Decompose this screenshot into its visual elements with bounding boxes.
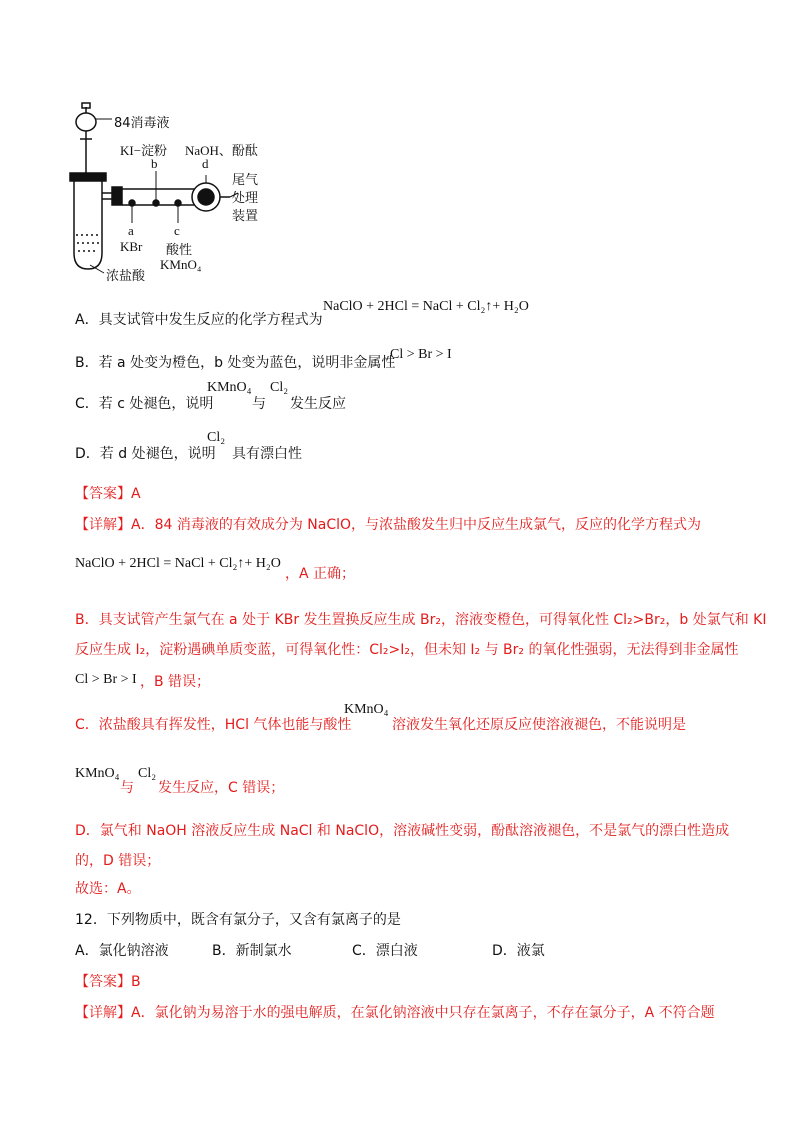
option-d-text: D．若 d 处褪色，说明 bbox=[75, 446, 216, 462]
detail-a-formula: NaClO + 2HCl = NaCl + Cl₂↑+ H₂O bbox=[75, 556, 281, 571]
label-c: c bbox=[174, 223, 180, 238]
question-12-option-a: A．氯化钠溶液 bbox=[75, 943, 169, 959]
detail-d-line2: 的，D 错误； bbox=[75, 853, 161, 869]
detail-b-line1: B．具支试管产生氯气在 a 处于 KBr 发生置换反应生成 Br₂，溶液变橙色，可得氧化性 Cl₂>Br₂，b 处氯气和 KI bbox=[75, 612, 767, 628]
question-12-option-d: D．液氯 bbox=[492, 943, 545, 959]
answer-label-12: 【答案】B bbox=[75, 974, 141, 990]
detail-a-end: ，A 正确； bbox=[285, 566, 356, 582]
option-c-text: C．若 c 处褪色，说明 bbox=[75, 396, 214, 412]
option-c-text-end: 发生反应 bbox=[290, 396, 346, 412]
label-b: b bbox=[151, 156, 158, 171]
label-d: d bbox=[202, 156, 209, 171]
option-c-kmno4: KMnO₄ bbox=[207, 380, 252, 395]
choose-line: 故选：A。 bbox=[75, 881, 141, 897]
label-kmno4: KMnO₄ bbox=[160, 257, 202, 272]
option-a-formula: NaClO + 2HCl = NaCl + Cl₂↑+ H₂O bbox=[323, 299, 529, 314]
question-12-stem: 12．下列物质中，既含有氯分子，又含有氯离子的是 bbox=[75, 912, 401, 928]
label-acidic: 酸性 bbox=[166, 243, 193, 258]
option-c-and: 与 bbox=[252, 396, 266, 412]
detail-c-line1: C．浓盐酸具有挥发性，HCl 气体也能与酸性 bbox=[75, 717, 352, 733]
option-d-cl2: Cl₂ bbox=[207, 430, 226, 445]
question-12-option-b: B．新制氯水 bbox=[212, 943, 292, 959]
label-naoh-phenolphthalein: NaOH、酚酞 bbox=[185, 143, 258, 158]
detail-c-kmno4: KMnO₄ bbox=[344, 702, 389, 717]
apparatus-figure bbox=[60, 95, 290, 285]
detail-c-line1-end: 溶液发生氧化还原反应使溶液褪色，不能说明是 bbox=[392, 717, 686, 733]
label-tail-2: 处理 bbox=[232, 191, 259, 206]
option-b-formula: Cl > Br > I bbox=[390, 347, 452, 362]
detail-12: 【详解】A．氯化钠为易溶于水的强电解质，在氯化钠溶液中只存在氯离子，不存在氯分子，A 不符合题 bbox=[75, 1005, 715, 1021]
question-12-option-c: C．漂白液 bbox=[352, 943, 418, 959]
detail-b-end: ，B 错误； bbox=[140, 674, 211, 690]
option-d-text-end: 具有漂白性 bbox=[232, 446, 302, 462]
answer-label-11: 【答案】A bbox=[75, 486, 141, 502]
detail-c-and: 与 bbox=[120, 780, 134, 796]
detail-a-11: A．84 消毒液的有效成分为 NaClO，与浓盐酸发生归中反应生成氯气，反应的化学方程式为 bbox=[131, 517, 702, 533]
detail-c-kmno4-2: KMnO₄ bbox=[75, 766, 120, 781]
detail-lead-11: 【详解】 bbox=[75, 517, 131, 533]
label-tail-3: 装置 bbox=[232, 209, 259, 224]
detail-b-formula: Cl > Br > I bbox=[75, 672, 137, 687]
detail-c-cl2: Cl₂ bbox=[138, 766, 157, 781]
detail-c-line2-end: 发生反应，C 错误； bbox=[158, 780, 285, 796]
label-a: a bbox=[128, 223, 134, 238]
label-conc-hcl: 浓盐酸 bbox=[106, 269, 146, 284]
detail-d-line1: D．氯气和 NaOH 溶液反应生成 NaCl 和 NaClO，溶液碱性变弱，酚酞溶液褪色，不是氯气的漂白性造成 bbox=[75, 823, 730, 839]
option-b-text: B．若 a 处变为橙色，b 处变为蓝色，说明非金属性 bbox=[75, 355, 396, 371]
option-a-text: A．具支试管中发生反应的化学方程式为 bbox=[75, 312, 323, 328]
detail-b-line2: 反应生成 I₂，淀粉遇碘单质变蓝，可得氧化性：Cl₂>I₂，但未知 I₂ 与 Br₂ 的氧化性强弱，无法得到非金属性 bbox=[75, 642, 739, 658]
label-84-disinfectant: 84消毒液 bbox=[114, 116, 170, 131]
label-tail-1: 尾气 bbox=[232, 173, 259, 188]
option-c-cl2: Cl₂ bbox=[270, 380, 289, 395]
label-kbr: KBr bbox=[120, 239, 143, 254]
label-ki-starch: KI−淀粉 bbox=[120, 143, 168, 158]
